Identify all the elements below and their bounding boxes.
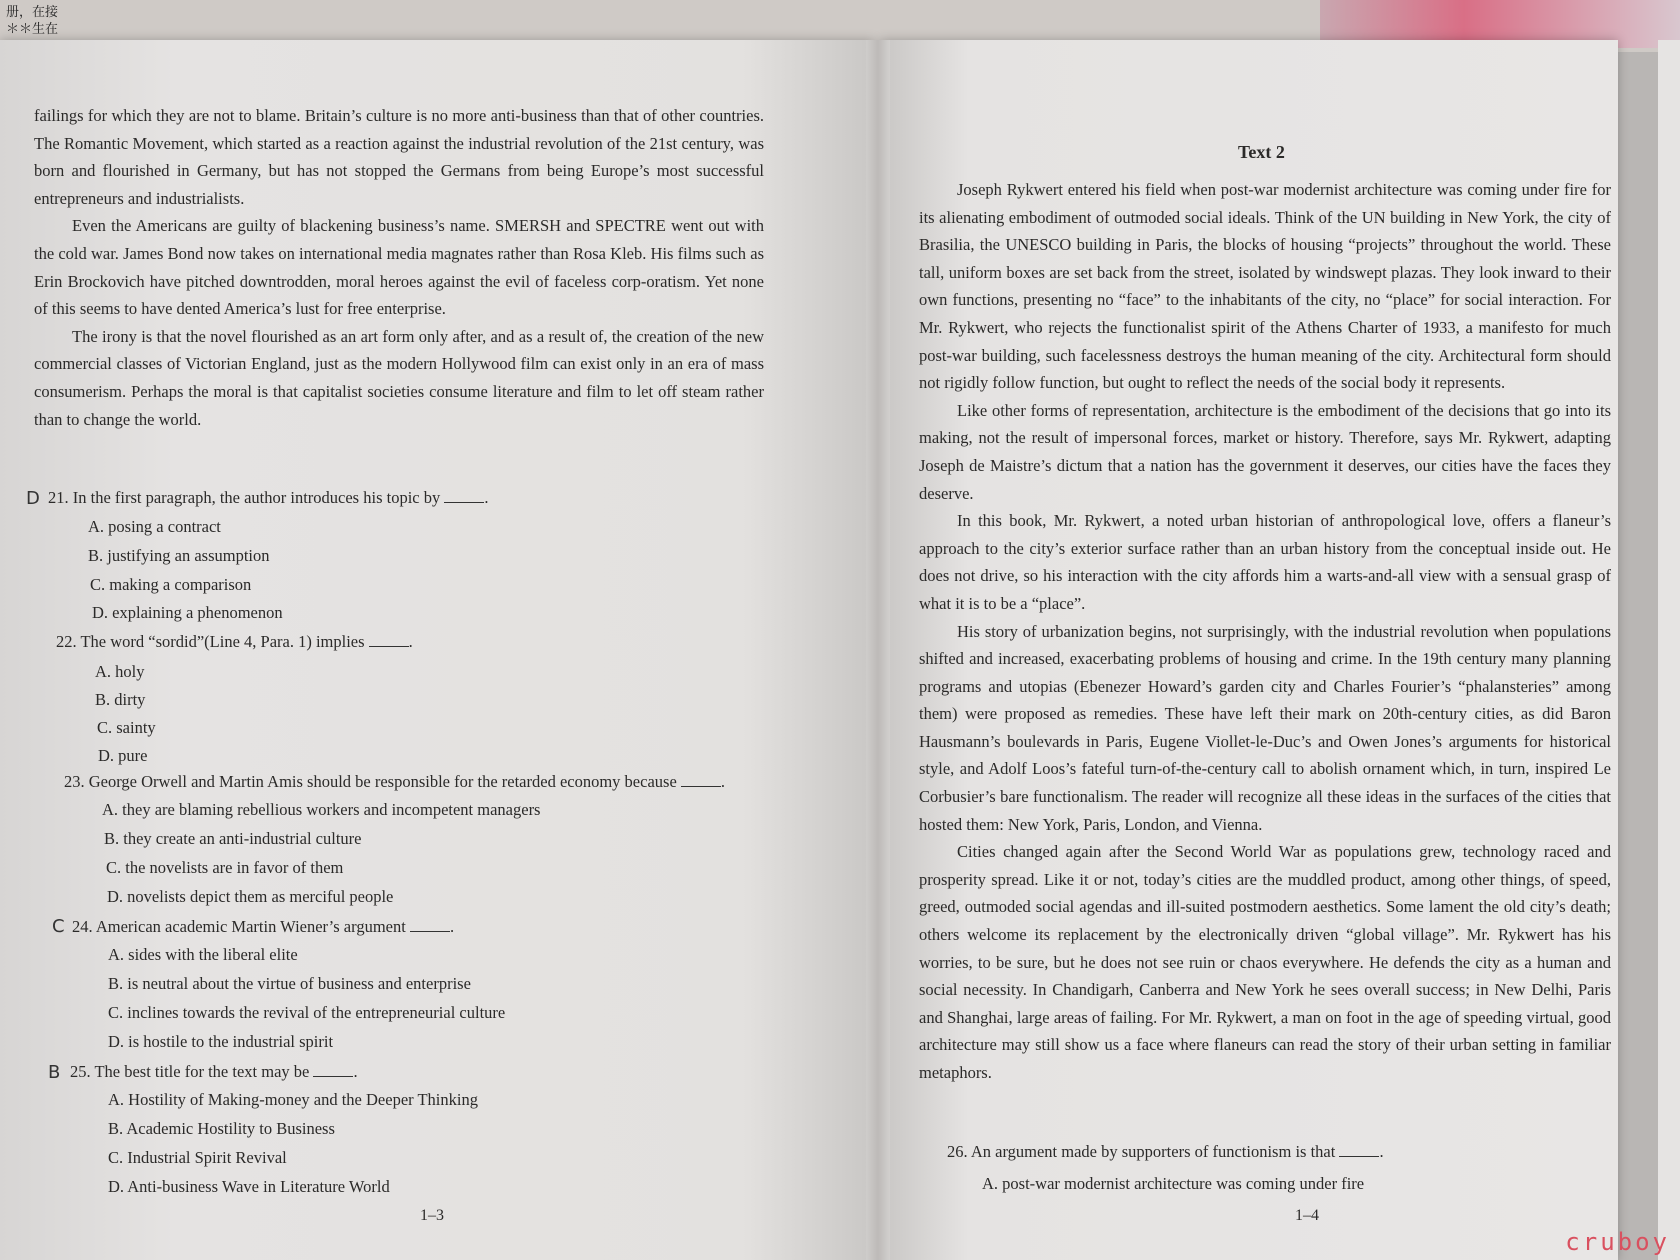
option: B. Academic Hostility to Business — [108, 1119, 335, 1138]
paragraph: In this book, Mr. Rykwert, a noted urban historian of anthropological love, offers a flaneur’s approach to the city’s exterior surface rather than an urban history from the conceptual inside out. He does not drive, so his interaction with the city affords him a warts-and-all view with a sensual grasp of what it is to be a “place”. — [919, 511, 1611, 613]
answer-blank — [444, 488, 484, 503]
option: D. is hostile to the industrial spirit — [108, 1032, 334, 1051]
option: D. novelists depict them as merciful people — [107, 887, 394, 906]
paragraph: failings for which they are not to blame. Britain’s culture is no more anti-business than that of other countries. The Romantic Movement, which started as a reaction against the industrial revolution of the 21st century, was born and flourished in Germany, but has not stopped the Germans from being Europe’s most successful entrepreneurs and industrialists. — [34, 106, 764, 208]
question-24: 24. American academic Martin Wiener’s argument . — [72, 917, 455, 936]
question-22: 22. The word “sordid”(Line 4, Para. 1) implies . — [56, 632, 413, 651]
option: A. Hostility of Making-money and the Deeper Thinking — [108, 1090, 478, 1109]
left-page-passage — [34, 102, 764, 433]
paragraph: Even the Americans are guilty of blackening business’s name. SMERSH and SPECTRE went out with the cold war. James Bond now takes on international media magnates rather than Rosa Kleb. His films such as Erin Brockovich have pitched downtrodden, moral heroes against the evil of faceless corp-oratism. Yet none of this seems to have dented America’s lust for free enterprise. — [34, 216, 764, 319]
answer-blank — [369, 632, 409, 647]
watermark: cruboy — [1565, 1228, 1670, 1256]
corner-handwritten-note: 册，在接 ＊＊生在 — [6, 5, 59, 37]
option: C. sainty — [97, 718, 156, 737]
paragraph: Cities changed again after the Second World War as populations grew, technology raced and prosperity spread. Like it or not, today’s cities are the muddled product, among other things, of speed, greed, outmoded social agendas and ill-suited postmodern aesthetics. Some lament the old city’s death; others welcome its replacement by the electronically driven “global village”. Mr. Rykwert has his worries, to be sure, but he does not see ruin or chaos everywhere. He defends the city as a human and social necessity. In Chandigarh, Canberra and New York he sees overall success; in New Delhi, Paris and Shanghai, large areas of failing. For Mr. Rykwert, a man on foot in the age of speeding virtual, good architecture may still show us a face where flaneurs can read the story of their urban setting in familiar metaphors. — [919, 842, 1611, 1082]
option: C. Industrial Spirit Revival — [108, 1148, 287, 1167]
answer-blank — [410, 917, 450, 932]
book-gutter — [866, 40, 890, 1260]
option: A. post-war modernist architecture was coming under fire — [982, 1174, 1365, 1193]
answer-blank — [313, 1062, 353, 1077]
answer-mark: D — [26, 488, 40, 509]
question-21: 21. In the first paragraph, the author introduces his topic by . — [48, 488, 489, 507]
page-number: 1–4 — [1295, 1207, 1319, 1224]
page-number: 1–3 — [420, 1207, 444, 1224]
option: A. holy — [95, 662, 145, 681]
answer-mark: C — [52, 916, 65, 937]
option: C. inclines towards the revival of the entrepreneurial culture — [108, 1003, 506, 1022]
option: B. dirty — [95, 690, 146, 709]
paragraph: Joseph Rykwert entered his field when post-war modernist architecture was coming under fire for its alienating embodiment of outmoded social ideals. Think of the UN building in New York, the city of Brasilia, the UNESCO building in Paris, the blocks of housing “projects” throughout the world. These tall, uniform boxes are set back from the street, isolated by windswept plazas. They look inward to their own functions, presenting no “face” to the inhabitants of the city, no “place” for social interaction. For Mr. Rykwert, who rejects the functionalist spirit of the Athens Charter of 1933, a manifesto for much post-war building, such facelessness destroys the human meaning of the city. Architectural form should not rigidly follow function, but ought to reflect the needs of the social body it represents. — [919, 180, 1611, 393]
option: D. pure — [98, 746, 148, 765]
option: C. making a comparison — [90, 575, 252, 594]
option: A. they are blaming rebellious workers and incompetent managers — [102, 800, 541, 819]
option: B. is neutral about the virtue of business and enterprise — [108, 974, 471, 993]
page-edge — [1658, 40, 1680, 1260]
question-25: 25. The best title for the text may be . — [70, 1062, 358, 1081]
option: B. justifying an assumption — [88, 546, 270, 565]
question-26: 26. An argument made by supporters of functionism is that . — [947, 1142, 1384, 1161]
paragraph: His story of urbanization begins, not surprisingly, with the industrial revolution when populations shifted and increased, exacerbating problems of housing and crime. In the 19th century many planning programs and utopias (Ebenezer Howard’s garden city and Charles Fourier’s “phalansteries” among them) were proposed as remedies. These have left their mark on 20th-century cities, as did Baron Hausmann’s boulevards in Paris, Eugene Viollet-le-Duc’s and Owen Jones’s arguments for historical style, and Adolf Loos’s fateful turn-of-the-century call to abolish ornament which, in turn, inspired Le Corbusier’s bare functionalism. The reader will recognize all these ideas in the surfaces of the cities that hosted them: New York, Paris, London, and Vienna. — [919, 621, 1611, 834]
option: A. sides with the liberal elite — [108, 945, 298, 964]
paragraph: Like other forms of representation, architecture is the embodiment of the decisions that go into its making, not the result of impersonal forces, market or history. Therefore, says Mr. Rykwert, adapting Joseph de Maistre’s dictum that a nation has the government it deserves, our cities have the faces they deserve. — [919, 400, 1611, 503]
option: A. posing a contract — [88, 517, 221, 536]
answer-mark: B — [48, 1062, 61, 1083]
answer-blank — [1339, 1142, 1379, 1157]
option: D. explaining a phenomenon — [92, 603, 283, 622]
right-page-passage — [919, 176, 1611, 1087]
paragraph: The irony is that the novel flourished as an art form only after, and as a result of, the creation of the new commercial classes of Victorian England, just as the modern Hollywood film can exist only in an era of mass consumerism. Perhaps the moral is that capitalist societies consume literature and film to let off steam rather than to change the world. — [34, 326, 764, 429]
section-heading: Text 2 — [1238, 142, 1285, 162]
option: D. Anti-business Wave in Literature World — [108, 1177, 390, 1196]
question-23: 23. George Orwell and Martin Amis should be responsible for the retarded economy because . — [64, 772, 726, 791]
option: C. the novelists are in favor of them — [106, 858, 344, 877]
answer-blank — [681, 772, 721, 787]
option: B. they create an anti-industrial culture — [104, 829, 362, 848]
